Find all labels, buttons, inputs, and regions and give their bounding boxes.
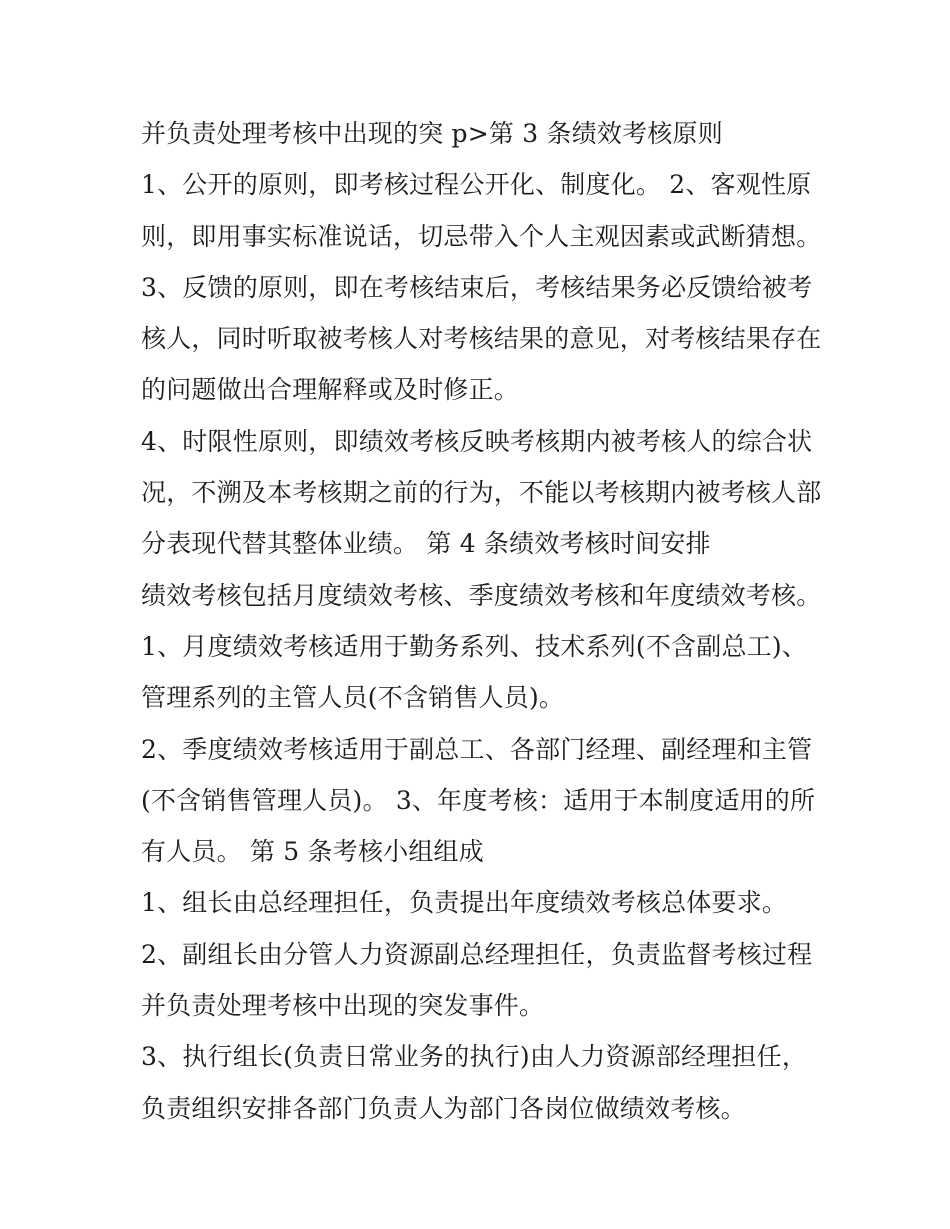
text-line: 有人员。 第 5 条考核小组组成 <box>141 837 484 867</box>
text-line: 分表现代替其整体业绩。 第 4 条绩效考核时间安排 <box>141 529 711 559</box>
text-line: 绩效考核包括月度绩效考核、季度绩效考核和年度绩效考核。 <box>141 580 822 610</box>
text-line: 1、组长由总经理担任，负责提出年度绩效考核总体要求。 <box>141 888 788 918</box>
text-line: 1、公开的原则，即考核过程公开化、制度化。 2、客观性原 <box>141 170 812 200</box>
text-line: 3、执行组长(负责日常业务的执行)由人力资源部经理担任， <box>141 1042 808 1072</box>
text-line: 4、时限性原则，即绩效考核反映考核期内被考核人的综合状 <box>141 426 813 456</box>
text-line: 则，即用事实标准说话，切忌带入个人主观因素或武断猜想。 <box>141 221 822 251</box>
text-line: 的问题做出合理解释或及时修正。 <box>141 375 520 405</box>
text-line: 况，不溯及本考核期之前的行为，不能以考核期内被考核人部 <box>141 478 822 508</box>
text-line: 3、反馈的原则，即在考核结束后，考核结果务必反馈给被考 <box>141 272 813 302</box>
text-line: 管理系列的主管人员(不含销售人员)。 <box>141 683 565 713</box>
text-line: 负责组织安排各部门负责人为部门各岗位做绩效考核。 <box>141 1093 746 1123</box>
text-line: 1、月度绩效考核适用于勤务系列、技术系列(不含副总工)、 <box>141 631 808 661</box>
text-line: 2、副组长由分管人力资源副总经理担任，负责监督考核过程 <box>141 939 813 969</box>
document-body <box>141 108 831 1134</box>
text-line: 并负责处理考核中出现的突 p>第 3 条绩效考核原则 <box>141 119 723 148</box>
text-line: 2、季度绩效考核适用于副总工、各部门经理、副经理和主管 <box>141 734 813 764</box>
text-line: 并负责处理考核中出现的突发事件。 <box>141 991 545 1021</box>
text-line: (不含销售管理人员)。 3、年度考核：适用于本制度适用的所 <box>141 785 816 815</box>
text-line: 核人，同时听取被考核人对考核结果的意见，对考核结果存在 <box>141 324 822 354</box>
